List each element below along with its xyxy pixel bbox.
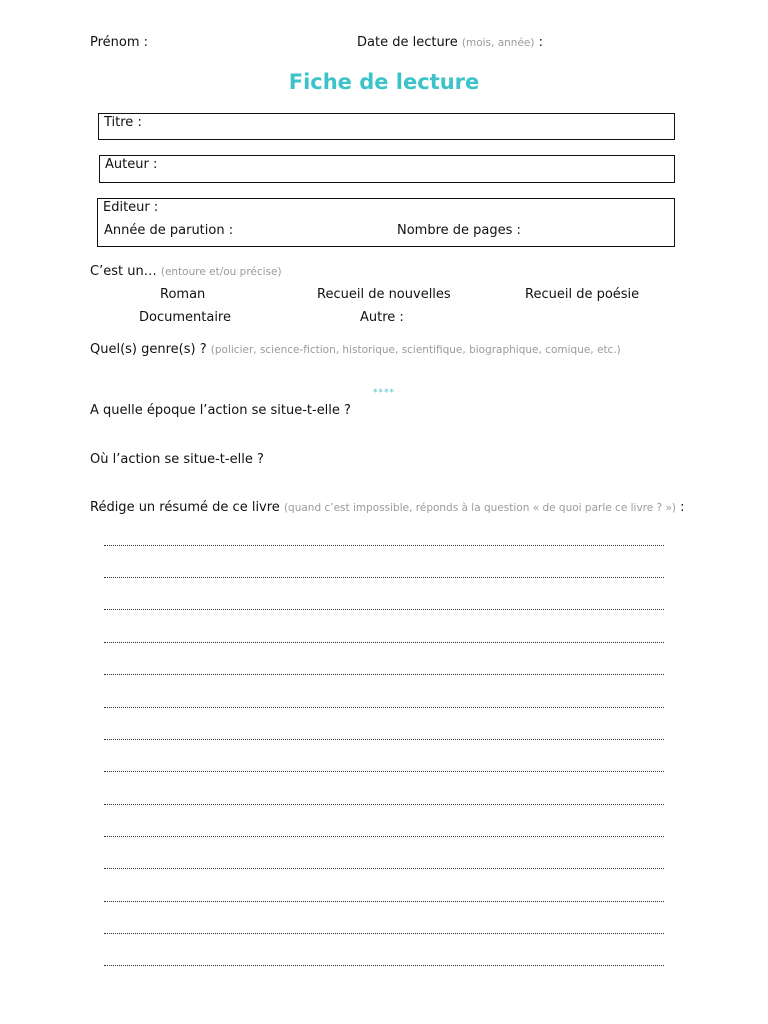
writing-line[interactable]: [104, 697, 664, 708]
writing-line[interactable]: [104, 826, 664, 837]
writing-line[interactable]: [104, 923, 664, 934]
type-question: [90, 264, 282, 280]
option-recueil-nouvelles[interactable]: Recueil de nouvelles: [317, 287, 451, 302]
writing-line[interactable]: [104, 891, 664, 902]
writing-line[interactable]: [104, 599, 664, 610]
date-hint: (mois, année): [461, 37, 535, 49]
separator-stars: ****: [373, 388, 395, 398]
resume-question: [90, 500, 685, 516]
writing-line[interactable]: [104, 664, 664, 675]
titre-label: Titre :: [104, 115, 142, 130]
annee-label: Année de parution :: [104, 223, 234, 238]
resume-hint: (quand c’est impossible, réponds à la question « de quoi parle ce livre ? »): [283, 502, 676, 514]
date-label-text: Date de lecture: [357, 35, 458, 50]
option-recueil-poesie[interactable]: Recueil de poésie: [525, 287, 640, 302]
page-title: Fiche de lecture: [288, 70, 480, 94]
genre-hint: (policier, science-fiction, historique, scientifique, biographique, comique, etc.): [210, 344, 621, 356]
pages-label: Nombre de pages :: [397, 223, 521, 238]
lieu-question: Où l’action se situe-t-elle ?: [90, 452, 264, 467]
writing-line[interactable]: [104, 729, 664, 740]
writing-line[interactable]: [104, 858, 664, 869]
auteur-box[interactable]: [99, 155, 675, 183]
date-colon: :: [538, 35, 543, 50]
resume-question-text: Rédige un résumé de ce livre: [90, 500, 280, 515]
epoque-question: A quelle époque l’action se situe-t-elle ?: [90, 403, 351, 418]
date-label: [357, 35, 543, 51]
resume-colon: :: [680, 500, 685, 515]
writing-line[interactable]: [104, 761, 664, 772]
genre-question-text: Quel(s) genre(s) ?: [90, 342, 207, 357]
auteur-label: Auteur :: [105, 157, 158, 172]
writing-line[interactable]: [104, 535, 664, 546]
writing-line[interactable]: [104, 794, 664, 805]
option-documentaire[interactable]: Documentaire: [139, 310, 231, 325]
titre-box[interactable]: [98, 113, 675, 140]
option-roman[interactable]: Roman: [160, 287, 206, 302]
writing-line[interactable]: [104, 955, 664, 966]
type-hint: (entoure et/ou précise): [160, 266, 282, 278]
type-question-text: C’est un…: [90, 264, 157, 279]
editeur-label: Editeur :: [103, 200, 159, 215]
prenom-label: Prénom :: [90, 35, 149, 50]
genre-question: [90, 342, 621, 358]
writing-line[interactable]: [104, 632, 664, 643]
writing-line[interactable]: [104, 567, 664, 578]
editeur-box[interactable]: [97, 198, 675, 247]
option-autre[interactable]: Autre :: [360, 310, 404, 325]
